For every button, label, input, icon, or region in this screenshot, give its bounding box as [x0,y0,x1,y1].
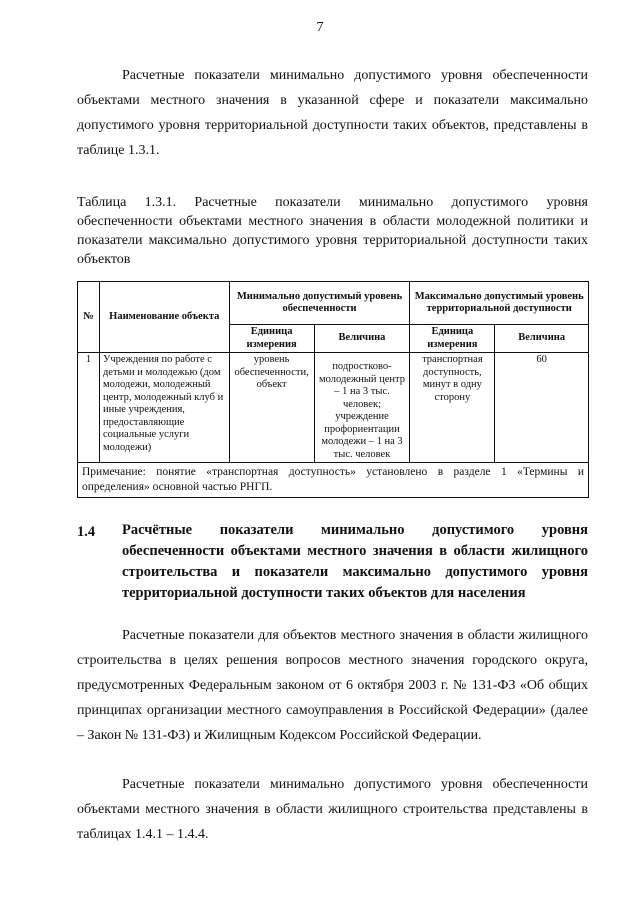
header-name: Наименование объекта [99,282,229,353]
header-max-value: Величина [495,325,589,353]
header-min-unit: Единица измерения [229,325,314,353]
header-min-group: Минимально допустимый уровень обеспеченности [229,282,410,325]
table-header-row [78,282,589,325]
section-number: 1.4 [77,524,96,540]
row-max-unit: транспортная доступность, минут в одну сторону [410,353,495,463]
header-num: № [78,282,100,353]
paragraph-2: Расчетные показатели для объектов местного значения в области жилищного строительства в целях решения вопросов местного значения городского округа, предусмотренных Федеральным законом от 6 октября 2003 г. № 131-ФЗ «Об общих принципах организации местного самоуправления в Российской Федерации» (далее – Закон № 131-ФЗ) и Жилищным Кодексом Российской Федерации. [77,628,588,743]
table-note: Примечание: понятие «транспортная доступность» установлено в разделе 1 «Термины и определения» основной частью РНГП. [78,463,589,498]
row-min-value: подростково-молодежный центр – 1 на 3 тыс. человек; учреждение профориентации молодежи – 1 на 3 тыс. человек [314,353,410,463]
page-number: 7 [316,20,324,35]
indicators-table [77,281,589,498]
row-name: Учреждения по работе с детьми и молодежью (дом молодежи, молодежный центр, молодежный клуб и иные учреждения, предоставляющие социальные услуги молодежи) [99,353,229,463]
section-title: Расчётные показатели минимально допустимого уровня обеспеченности объектами местного значения в области жилищного строительства и показатели максимально допустимого уровня территориальной доступности таких объектов для населения [122,522,588,601]
row-max-value: 60 [495,353,589,463]
table-caption: Таблица 1.3.1. Расчетные показатели минимально допустимого уровня обеспеченности объектами местного значения в области молодежной политики и показатели максимально допустимого уровня территориальной доступности таких объектов [77,195,588,267]
header-min-value: Величина [314,325,410,353]
row-min-unit: уровень обеспеченности, объект [229,353,314,463]
paragraph-3: Расчетные показатели минимально допустимого уровня обеспеченности объектами местного значения в области жилищного строительства представлены в таблицах 1.4.1 – 1.4.4. [77,777,588,842]
header-max-unit: Единица измерения [410,325,495,353]
table-row [78,353,589,463]
header-max-group: Максимально допустимый уровень территориальной доступности [410,282,589,325]
intro-paragraph: Расчетные показатели минимально допустимого уровня обеспеченности объектами местного значения в указанной сфере и показатели максимально допустимого уровня территориальной доступности таких объектов, представлены в таблице 1.3.1. [77,68,588,158]
table-note-row [78,463,589,498]
row-num: 1 [78,353,100,463]
